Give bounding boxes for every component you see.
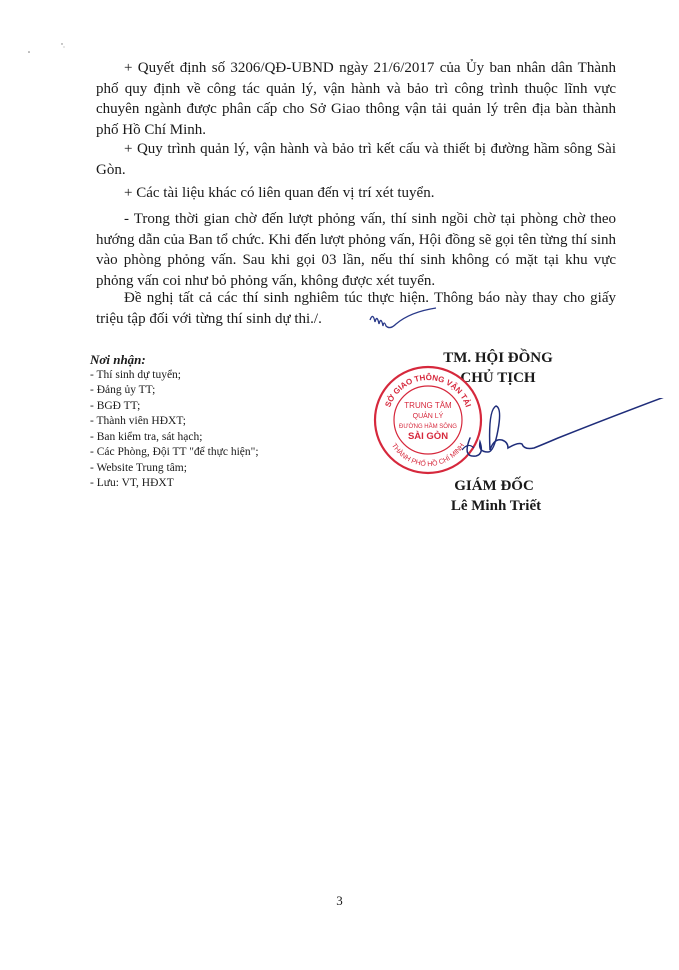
recipient-item: - Các Phòng, Đội TT "để thực hiện"; [90,446,259,458]
paragraph-waiting-instructions: - Trong thời gian chờ đến lượt phỏng vấn, thí sinh ngồi chờ tại phòng chờ theo hướng dẫn của Ban tổ chức. Khi đến lượt phỏng vấn, Hội đồng sẽ gọi tên từng thí sinh vào phòng phỏng vấn. Sau khi gọi 03 lần, nếu thí sinh không có mặt tại khu vực phỏng vấn coi như bỏ phỏng vấn, không được xét tuyển. [96,211,616,289]
handwritten-signature [440,398,679,470]
stamp-center-line2: QUẢN LÝ [412,413,444,420]
stamp-center-line3: ĐƯỜNG HẦM SÔNG [399,424,457,430]
page-number: 3 [336,893,343,908]
scan-specks [24,38,74,58]
recipients-heading: Nơi nhận: [90,352,146,367]
chairman-label: CHỦ TỊCH [460,370,536,386]
recipient-item: - Đảng ủy TT; [90,384,156,396]
paragraph-other-documents: + Các tài liệu khác có liên quan đến vị trí xét tuyển. [124,185,435,201]
recipient-item: - Thí sinh dự tuyển; [90,368,181,381]
signer-name: Lê Minh Triết [450,498,542,514]
recipient-item: - Ban kiểm tra, sát hạch; [90,430,203,443]
initial-signature [368,306,442,330]
recipient-item: - Website Trung tâm; [90,461,187,474]
stamp-center-line4: SÀI GÒN [407,431,449,442]
council-representative-label: TM. HỘI ĐỒNG [443,350,553,366]
paragraph-decision-3206: + Quyết định số 3206/QĐ-UBND ngày 21/6/2017 của Ủy ban nhân dân Thành phố quy định về công tác quản lý, vận hành và bảo trì công trình thuộc lĩnh vực chuyên ngành được phân cấp cho Sở Giao thông vận tải quản lý trên địa bàn thành phố Hồ Chí Minh. [96,60,616,138]
recipient-item: - Thành viên HĐXT; [90,415,186,427]
recipient-item: - Lưu: VT, HĐXT [90,477,174,489]
stamp-ring-top: SỞ GIAO THÔNG VẬN TẢI [383,372,473,409]
paragraph-tunnel-procedure: + Quy trình quản lý, vận hành và bảo trì kết cấu và thiết bị đường hầm sông Sài Gòn. [96,141,616,178]
stamp-ring-bottom: THÀNH PHỐ HỒ CHÍ MINH [389,442,467,469]
recipient-item: - BGĐ TT; [90,399,141,412]
paragraph-closing-request: Đề nghị tất cả các thí sinh nghiêm túc thực hiện. Thông báo này thay cho giấy triệu tập đối với từng thí sinh dự thi./. [96,290,616,327]
stamp-center-line1: TRUNG TÂM [404,401,452,410]
recipients-block [90,352,350,492]
signer-title: GIÁM ĐỐC [454,478,534,494]
